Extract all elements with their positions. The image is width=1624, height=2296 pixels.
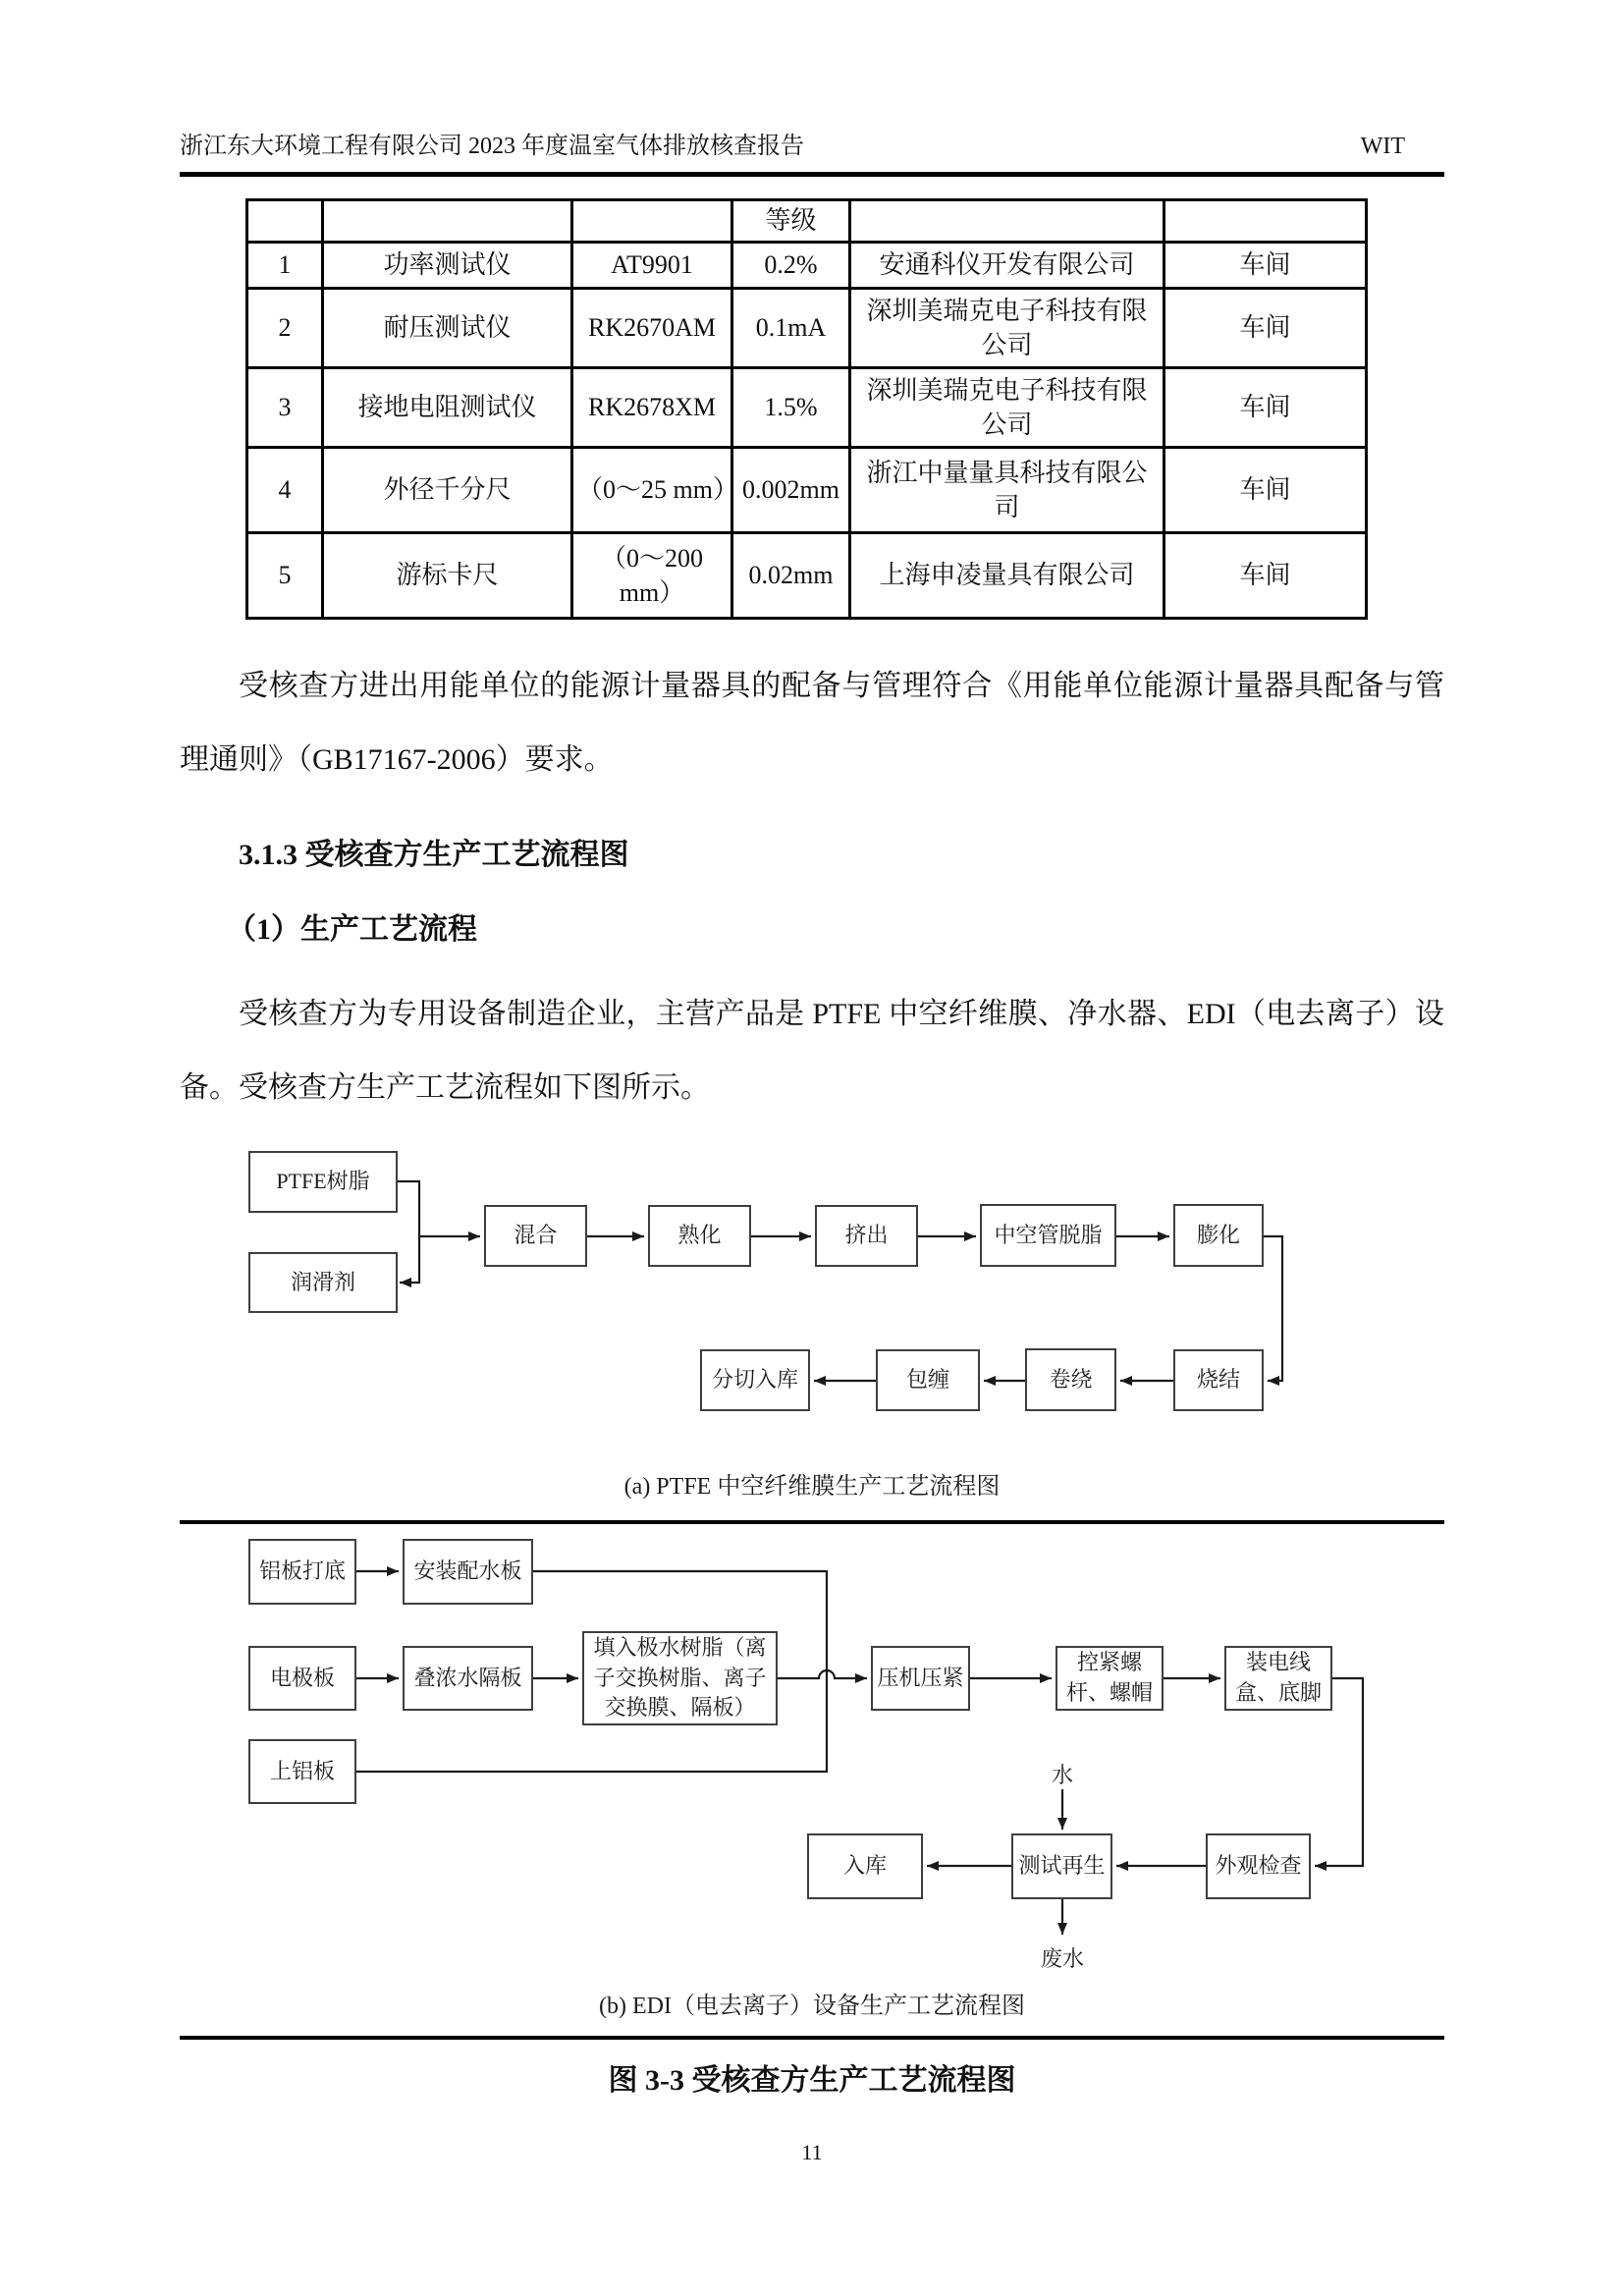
divider-rule-top — [180, 1520, 1444, 1524]
cell-grade: 0.1mA — [732, 289, 850, 368]
cell-location: 车间 — [1164, 243, 1367, 289]
cell-manufacturer: 浙江中量量具科技有限公司 — [850, 448, 1164, 533]
table-row — [247, 368, 1367, 448]
cell-index: 2 — [247, 289, 323, 368]
node-fill-resin: 填入极水树脂（离子交换树脂、离子交换膜、隔板） — [582, 1631, 778, 1725]
header-cell-grade: 等级 — [732, 200, 850, 243]
cell-location: 车间 — [1164, 533, 1367, 619]
label-waste-water: 废水 — [1040, 1946, 1084, 1971]
cell-grade: 0.002mm — [732, 448, 850, 533]
cell-location: 车间 — [1164, 448, 1367, 533]
node-tighten-screws: 控紧螺杆、螺帽 — [1056, 1646, 1164, 1711]
header-cell — [850, 200, 1164, 243]
flowchart-edi-connectors — [180, 1526, 1444, 1978]
label-water-in: 水 — [1051, 1763, 1073, 1787]
node-lubricant: 润滑剂 — [248, 1252, 398, 1313]
cell-model: RK2678XM — [572, 368, 732, 448]
cell-instrument: 游标卡尺 — [323, 533, 572, 619]
table-header-row — [247, 200, 1367, 243]
page-number: 11 — [801, 2140, 823, 2164]
cell-manufacturer: 安通科仪开发有限公司 — [850, 243, 1164, 289]
cell-grade: 0.02mm — [732, 533, 850, 619]
node-top-al-plate: 上铝板 — [248, 1739, 356, 1804]
cell-manufacturer: 深圳美瑞克电子科技有限公司 — [850, 289, 1164, 368]
node-install-wiring: 装电线盒、底脚 — [1224, 1646, 1332, 1711]
header-cell — [1164, 200, 1367, 243]
table-row — [247, 289, 1367, 368]
cell-index: 1 — [247, 243, 323, 289]
page-header — [180, 0, 1444, 177]
node-al-base: 铝板打底 — [248, 1539, 356, 1605]
table-row — [247, 533, 1367, 619]
caption-diagram-a: (a) PTFE 中空纤维膜生产工艺流程图 — [623, 1474, 1001, 1500]
node-cut-storage: 分切入库 — [700, 1349, 810, 1411]
node-press-tighten: 压机压紧 — [871, 1646, 970, 1711]
flowchart-edi — [180, 1526, 1444, 1978]
table-row — [247, 448, 1367, 533]
node-storage: 入库 — [807, 1833, 923, 1899]
cell-index: 3 — [247, 368, 323, 448]
node-mixing: 混合 — [484, 1205, 587, 1267]
cell-instrument: 外径千分尺 — [323, 448, 572, 533]
paragraph-products: 受核查方为专用设备制造企业，主营产品是 PTFE 中空纤维膜、净水器、EDI（电去离子）设备。受核查方生产工艺流程如下图所示。 — [180, 998, 1444, 1104]
node-tube-degreasing: 中空管脱脂 — [980, 1204, 1116, 1267]
header-right-mark: WIT — [1360, 134, 1405, 159]
cell-index: 5 — [247, 533, 323, 619]
cell-grade: 0.2% — [732, 243, 850, 289]
table-row — [247, 243, 1367, 289]
cell-manufacturer: 上海申凌量具有限公司 — [850, 533, 1164, 619]
flowchart-ptfe — [180, 1146, 1444, 1441]
header-cell — [572, 200, 732, 243]
node-visual-inspect: 外观检查 — [1206, 1833, 1311, 1899]
caption-diagram-b: (b) EDI（电去离子）设备生产工艺流程图 — [599, 1994, 1025, 2019]
node-winding: 卷绕 — [1025, 1348, 1116, 1411]
node-electrode-plate: 电极板 — [248, 1646, 356, 1711]
heading-process-flow: （1）生产工艺流程 — [227, 913, 477, 946]
cell-instrument: 接地电阻测试仪 — [323, 368, 572, 448]
node-wrapping: 包缠 — [876, 1349, 980, 1411]
cell-location: 车间 — [1164, 289, 1367, 368]
header-cell — [247, 200, 323, 243]
node-ptfe-resin: PTFE树脂 — [248, 1151, 398, 1213]
paragraph-metering: 受核查方进出用能单位的能源计量器具的配备与管理符合《用能单位能源计量器具配备与管理通则》（GB17167-2006）要求。 — [180, 670, 1444, 776]
cell-model: （0～200 mm） — [572, 533, 732, 619]
divider-rule-bottom — [180, 2036, 1444, 2040]
cell-location: 车间 — [1164, 368, 1367, 448]
heading-3-1-3: 3.1.3 受核查方生产工艺流程图 — [239, 839, 629, 871]
node-conc-water-spacer: 叠浓水隔板 — [403, 1646, 533, 1711]
cell-model: （0～25 mm） — [572, 448, 732, 533]
instrument-table — [245, 198, 1368, 620]
node-curing: 熟化 — [648, 1205, 751, 1267]
node-extrusion: 挤出 — [815, 1205, 918, 1267]
header-title: 浙江东大环境工程有限公司 2023 年度温室气体排放核查报告 — [180, 134, 804, 159]
cell-model: AT9901 — [572, 243, 732, 289]
cell-instrument: 功率测试仪 — [323, 243, 572, 289]
cell-model: RK2670AM — [572, 289, 732, 368]
cell-instrument: 耐压测试仪 — [323, 289, 572, 368]
figure-caption: 图 3-3 受核查方生产工艺流程图 — [608, 2064, 1016, 2097]
cell-manufacturer: 深圳美瑞克电子科技有限公司 — [850, 368, 1164, 448]
node-expansion: 膨化 — [1173, 1204, 1264, 1267]
node-water-dist-plate: 安装配水板 — [403, 1539, 533, 1605]
header-cell — [323, 200, 572, 243]
cell-grade: 1.5% — [732, 368, 850, 448]
node-test-regen: 测试再生 — [1011, 1833, 1112, 1899]
node-sintering: 烧结 — [1173, 1349, 1264, 1411]
cell-index: 4 — [247, 448, 323, 533]
